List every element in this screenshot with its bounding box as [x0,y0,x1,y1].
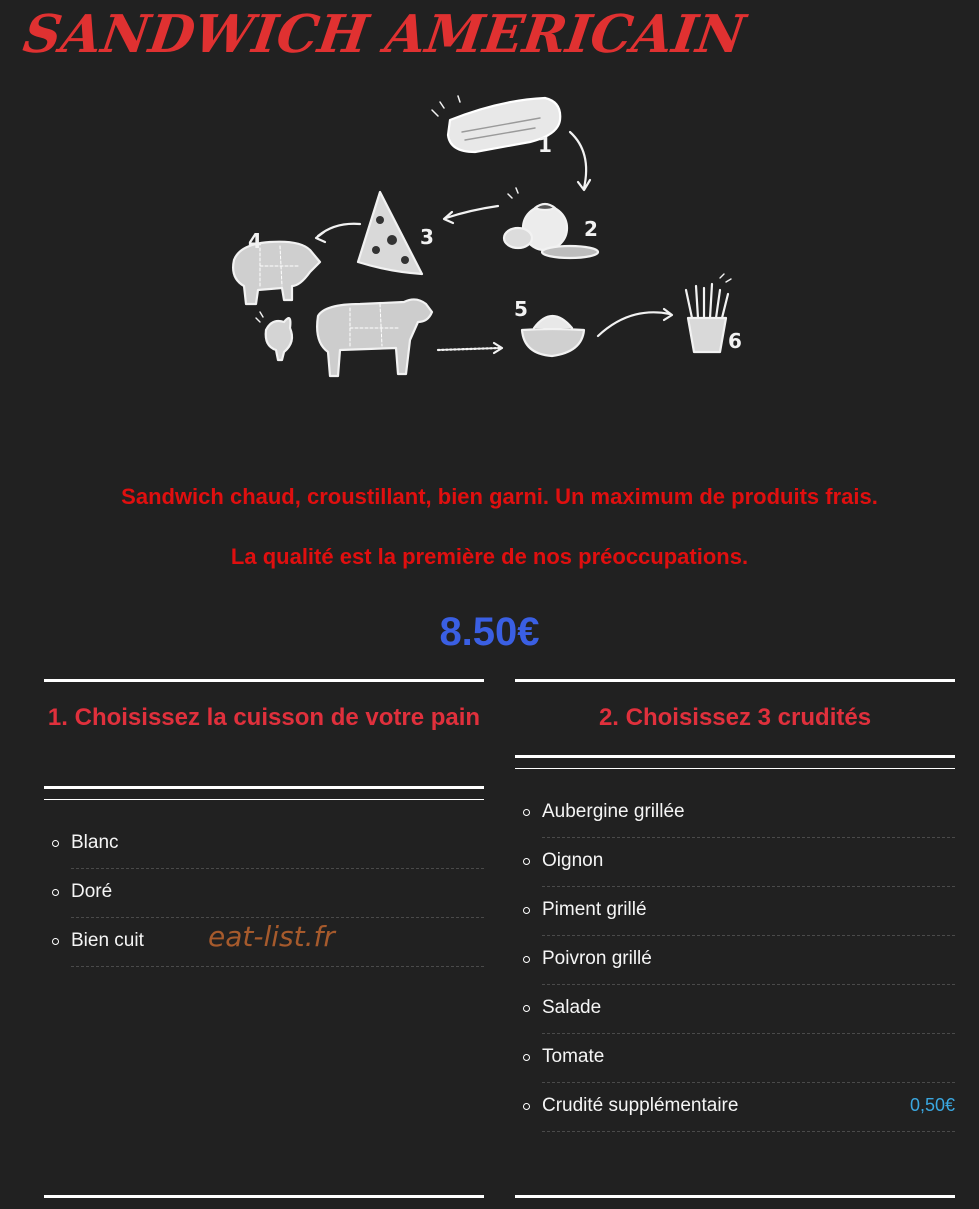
option-poivron[interactable] [515,936,955,985]
pig-icon [233,242,320,304]
chicken-icon [256,312,292,360]
step-number: 4 [248,229,262,253]
section-divider [515,755,955,758]
section-divider [515,768,955,769]
option-label: Blanc [71,832,119,853]
step-number: 1 [538,133,552,157]
bullet-icon [523,809,530,816]
bullet-icon [523,907,530,914]
bullet-icon [523,858,530,865]
section-divider [44,799,484,800]
option-salade[interactable] [515,985,955,1034]
step-number: 3 [420,225,434,249]
bullet-icon [52,889,59,896]
option-label: Oignon [542,850,604,871]
page-title: SANDWICH AMERICAIN [19,4,749,65]
option-piment[interactable] [515,887,955,936]
section-divider [44,786,484,789]
tagline-quality: La qualité est la première de nos préoccupations. [230,544,749,569]
cow-icon [317,299,432,376]
bullet-icon [523,1054,530,1061]
section-divider [515,1195,955,1198]
option-oignon[interactable] [515,838,955,887]
option-price: 0,50€ [909,1095,955,1115]
section-divider [44,1195,484,1198]
section-divider [44,679,484,682]
sandwich-recipe-illustration [200,90,780,420]
section-divider [515,679,955,682]
step-number: 5 [514,297,528,321]
step-number: 6 [728,329,742,353]
pizza-slice-icon [358,192,422,274]
option-label: Salade [542,997,602,1018]
option-tomate[interactable] [515,1034,955,1083]
watermark: eat-list.fr [208,920,335,953]
option-aubergine[interactable] [515,789,955,838]
fries-icon [686,274,731,352]
option-label: Tomate [542,1046,605,1067]
option-label: Doré [71,881,113,902]
sauce-bowl-icon [522,316,584,356]
option-crudite-supplementaire[interactable] [515,1083,955,1132]
bullet-icon [52,840,59,847]
option-label: Poivron grillé [542,948,652,969]
option-dore[interactable] [44,869,484,918]
option-blanc[interactable] [44,820,484,869]
bullet-icon [52,938,59,945]
option-label: Aubergine grillée [542,801,685,822]
section-title-crudites: 2. Choisissez 3 crudités [598,704,872,731]
bullet-icon [523,1103,530,1110]
tagline-freshness: Sandwich chaud, croustillant, bien garni. Un maximum de produits frais. [121,484,878,509]
sandwich-price: 8.50€ [439,610,540,654]
option-label: Piment grillé [542,899,647,920]
option-label: Crudité supplémentaire [542,1095,739,1116]
step-number: 2 [584,217,598,241]
section-title-bread: 1. Choisissez la cuisson de votre pain [47,704,481,731]
option-label: Bien cuit [71,930,144,951]
crudites-options-list [515,789,955,1132]
bullet-icon [523,1005,530,1012]
bullet-icon [523,956,530,963]
